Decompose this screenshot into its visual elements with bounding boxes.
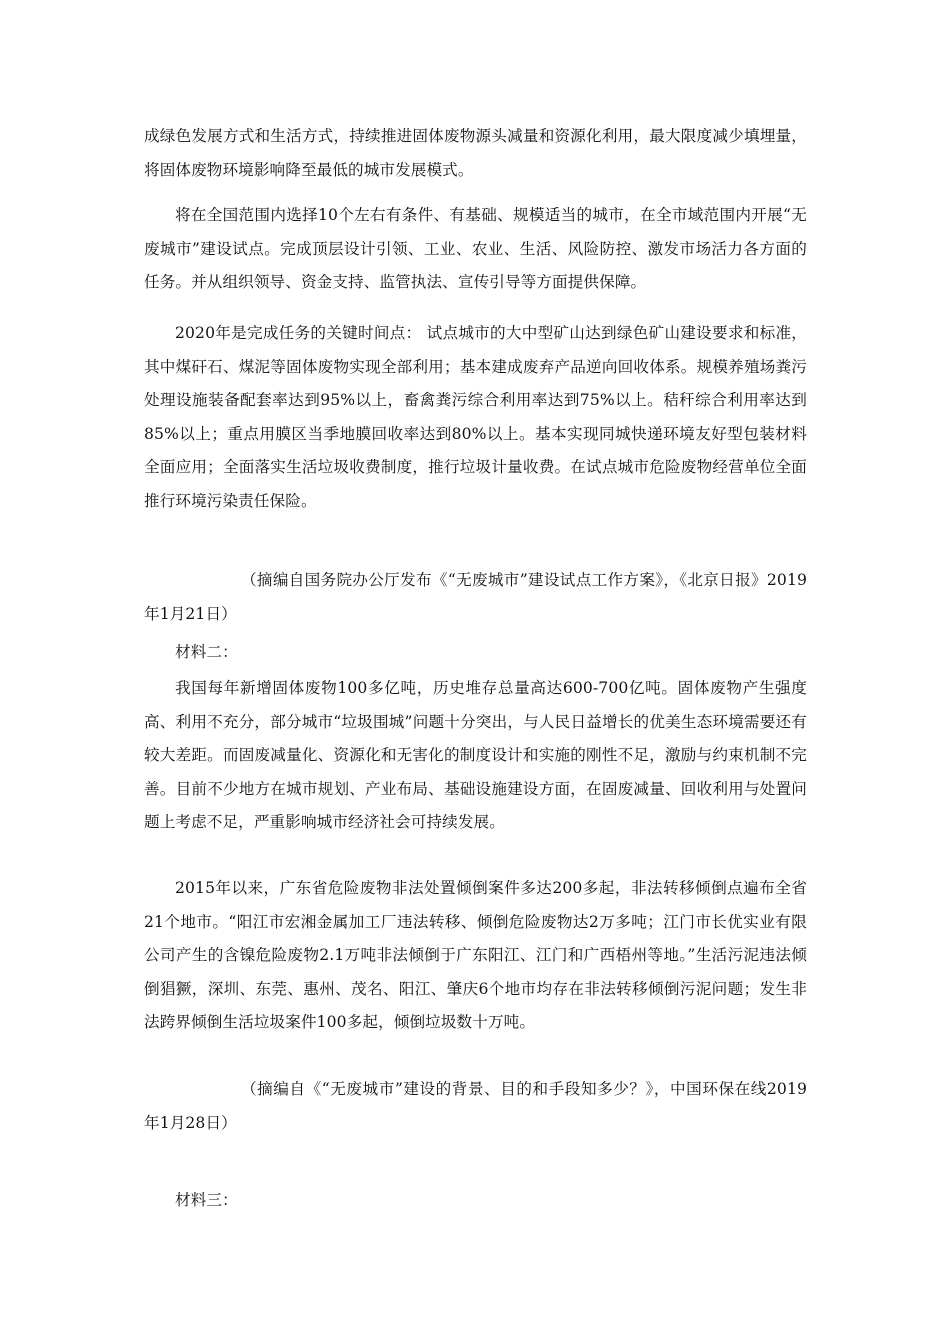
paragraph-2020-targets: 2020年是完成任务的关键时间点： 试点城市的大中型矿山达到绿色矿山建设要求和标准，其中煤矸石、煤泥等固体废物实现全部利用；基本建成废弃产品逆向回收体系。规模养殖场粪污处理设施装备配套率达到95%以上，畜禽粪污综合利用率达到75%以上。秸秆综合利用率达到85%以上；重点用膜区当季地膜回收率达到80%以上。基本实现同城快递环境友好型包装材料全面应用；全面落实生活垃圾收费制度，推行垃圾计量收费。在试点城市危险废物经营单位全面推行环境污染责任保险。 — [144, 324, 807, 510]
source-citation-1: （摘编自国务院办公厅发布《“无废城市”建设试点工作方案》，《北京日报》2019年1月21日） — [144, 571, 807, 623]
paragraph-pilot-cities: 将在全国范围内选择10个左右有条件、有基础、规模适当的城市，在全市域范围内开展“无废城市”建设试点。完成顶层设计引领、工业、农业、生活、风险防控、激发市场活力各方面的任务。并从组织领导、资金支持、监管执法、宣传引导等方面提供保障。 — [144, 206, 807, 291]
paragraph-continuation: 成绿色发展方式和生活方式，持续推进固体废物源头减量和资源化利用，最大限度减少填埋量，将固体废物环境影响降至最低的城市发展模式。 — [144, 127, 807, 179]
section-heading-material-3: 材料三： — [175, 1191, 238, 1209]
paragraph-solid-waste: 我国每年新增固体废物100多亿吨，历史堆存总量高达600-700亿吨。固体废物产生强度高、利用不充分，部分城市“垃圾围城”问题十分突出，与人民日益增长的优美生态环境需要还有较大差距。而固废减量化、资源化和无害化的制度设计和实施的刚性不足，激励与约束机制不完善。目前不少地方在城市规划、产业布局、基础设施建设方面，在固废减量、回收利用与处置问题上考虑不足，严重影响城市经济社会可持续发展。 — [144, 679, 807, 831]
source-citation-2: （摘编自《“无废城市”建设的背景、目的和手段知多少？》，中国环保在线2019年1月28日） — [144, 1080, 807, 1132]
section-heading-material-2: 材料二： — [175, 643, 238, 661]
paragraph-guangdong-cases: 2015年以来，广东省危险废物非法处置倾倒案件多达200多起，非法转移倾倒点遍布全省21个地市。“阳江市宏湘金属加工厂违法转移、倾倒危险废物达2万多吨；江门市长优实业有限公司产生的含镍危险废物2.1万吨非法倾倒于广东阳江、江门和广西梧州等地。”生活污泥违法倾倒猖獗，深圳、东莞、惠州、茂名、阳江、肇庆6个地市均存在非法转移倾倒污泥问题；发生非法跨界倾倒生活垃圾案件100多起，倾倒垃圾数十万吨。 — [144, 879, 807, 1031]
